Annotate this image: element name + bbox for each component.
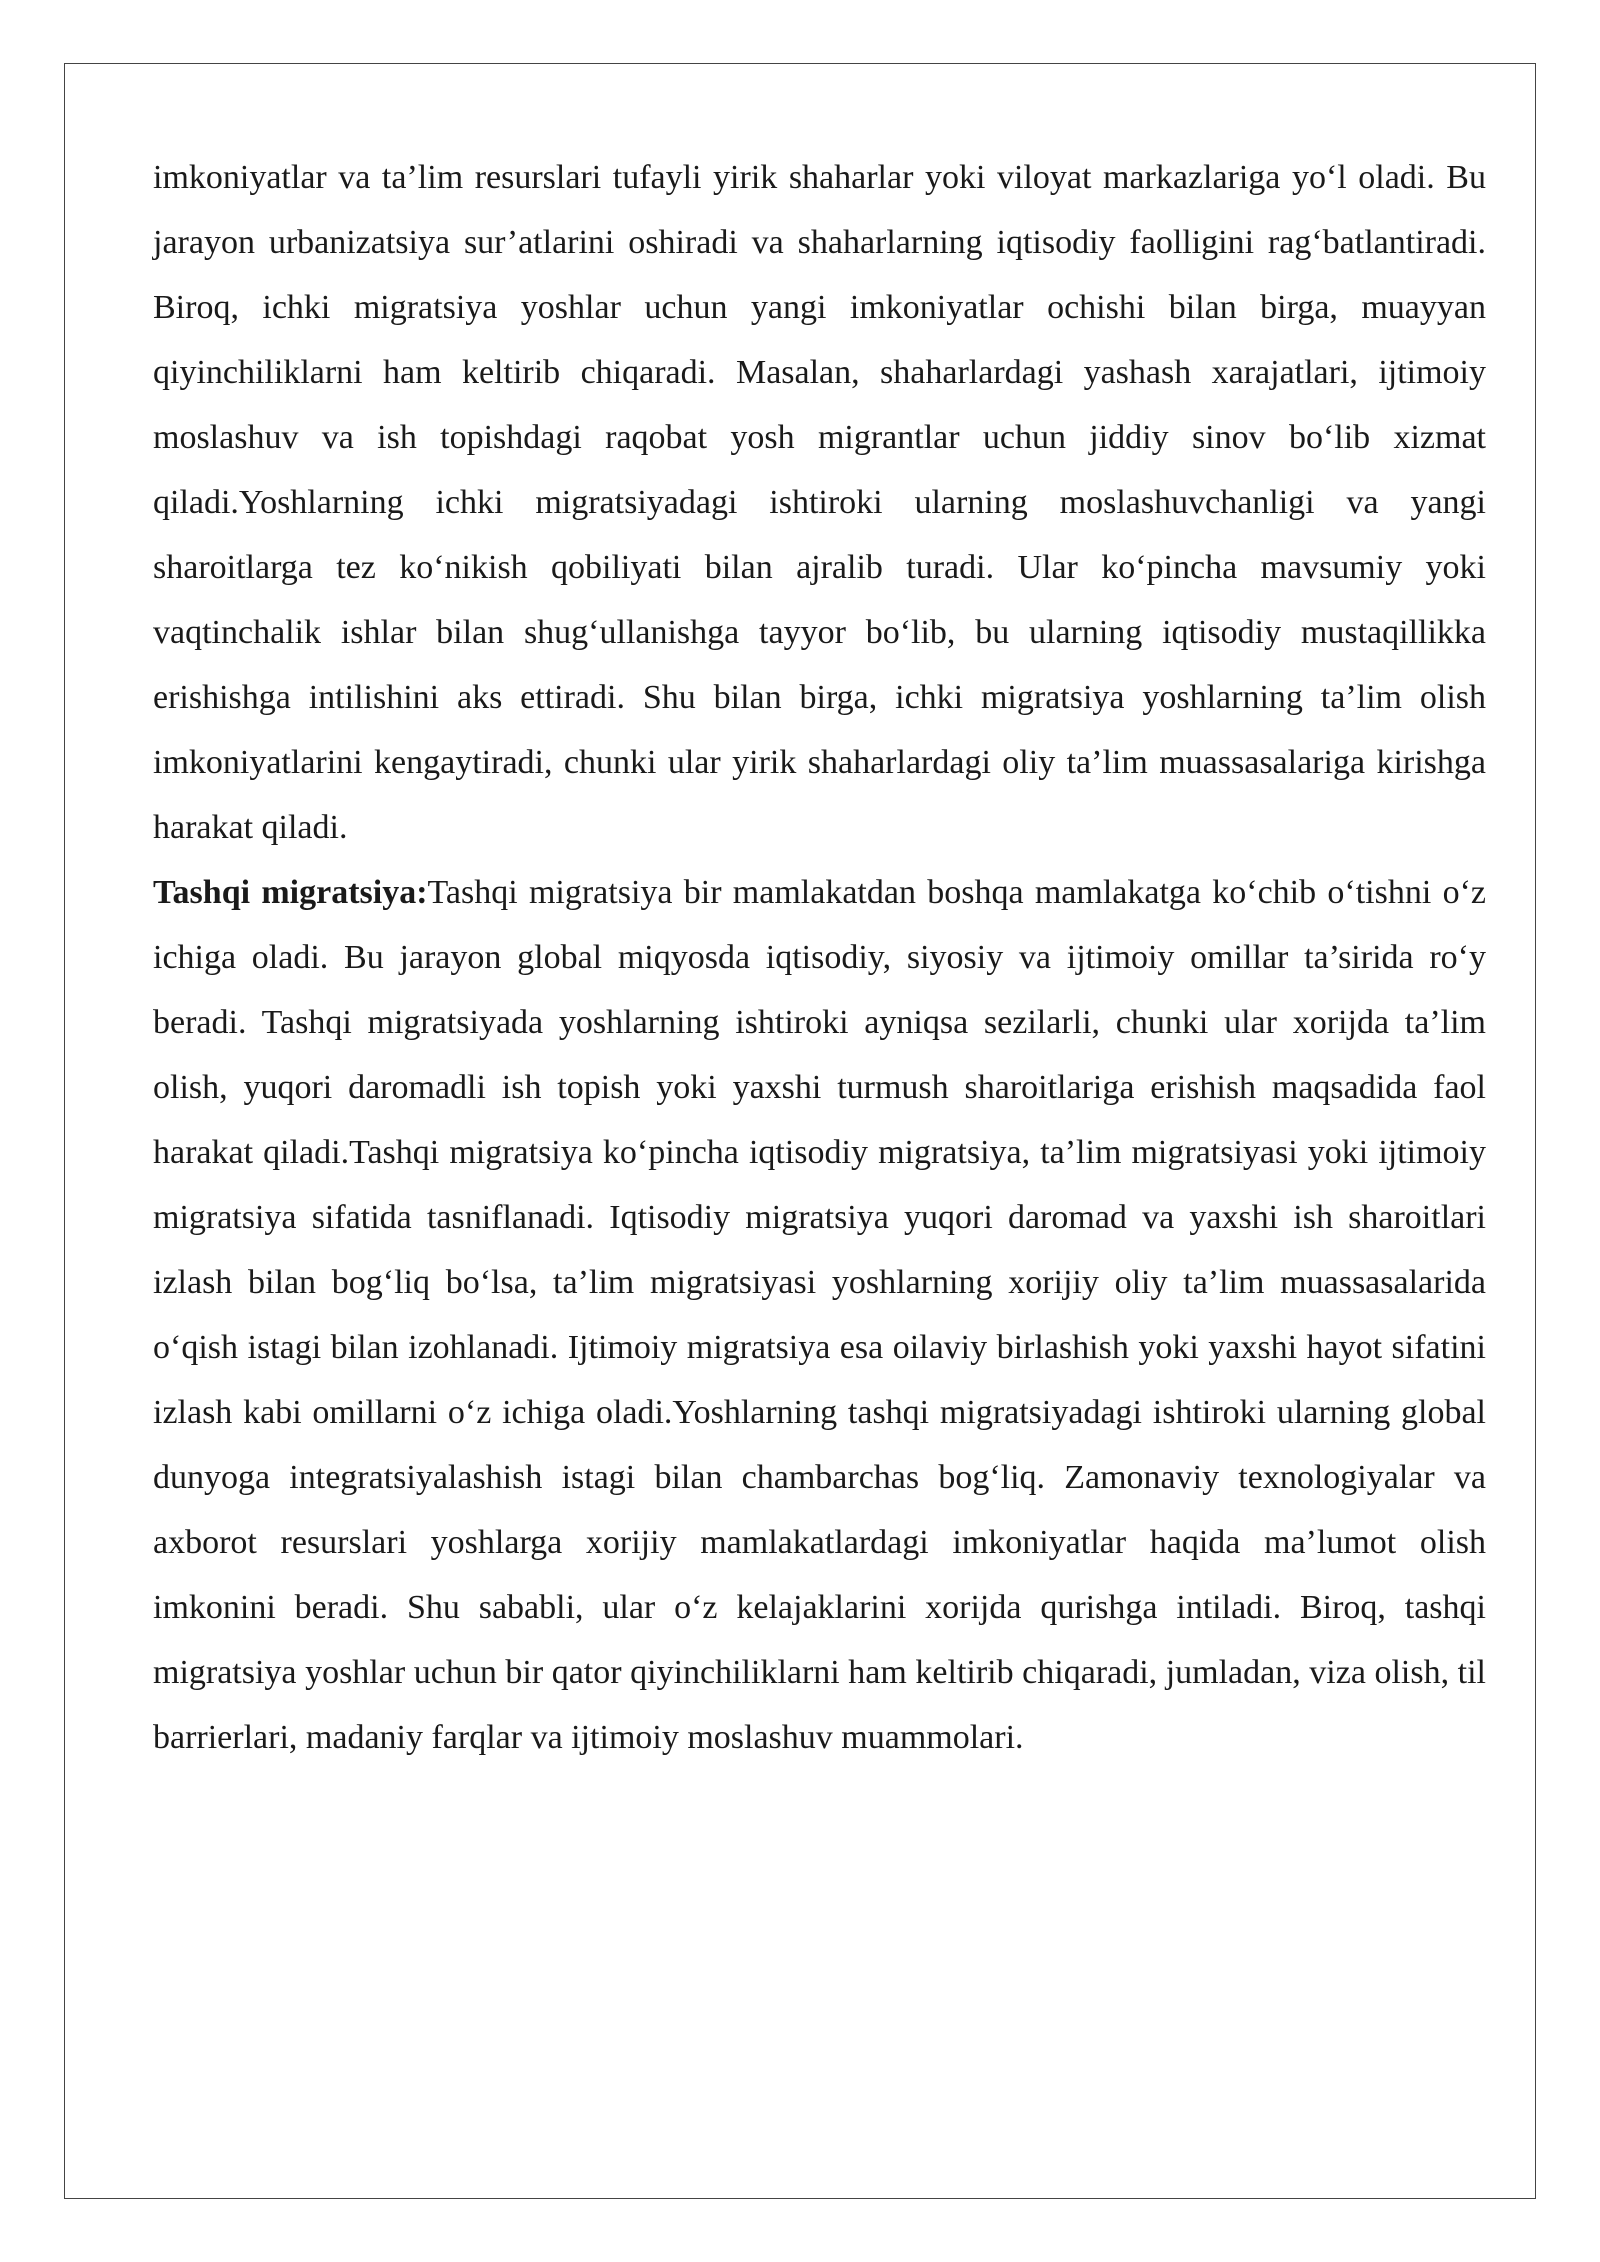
document-body — [153, 145, 1486, 1770]
paragraph-external-migration — [153, 860, 1486, 1770]
paragraph-internal-migration: imkoniyatlar va ta’lim resurslari tufayli yirik shaharlar yoki viloyat markazlariga yo‘l oladi. Bu jarayon urbanizatsiya sur’atlarini oshiradi va shaharlarning iqtisodiy faolligini rag‘batlantiradi. Biroq, ichki migratsiya yoshlar uchun yangi imkoniyatlar ochishi bilan birga, muayyan qiyinchiliklarni ham keltirib chiqaradi. Masalan, shaharlardagi yashash xarajatlari, ijtimoiy moslashuv va ish topishdagi raqobat yosh migrantlar uchun jiddiy sinov bo‘lib xizmat qiladi.Yoshlarning ichki migratsiyadagi ishtiroki ularning moslashuvchanligi va yangi sharoitlarga tez ko‘nikish qobiliyati bilan ajralib turadi. Ular ko‘pincha mavsumiy yoki vaqtinchalik ishlar bilan shug‘ullanishga tayyor bo‘lib, bu ularning iqtisodiy mustaqillikka erishishga intilishini aks ettiradi. Shu bilan birga, ichki migratsiya yoshlarning ta’lim olish imkoniyatlarini kengaytiradi, chunki ular yirik shaharlardagi oliy ta’lim muassasalariga kirishga harakat qiladi. — [153, 159, 1486, 846]
paragraph-external-migration-text: Tashqi migratsiya bir mamlakatdan boshqa mamlakatga ko‘chib o‘tishni o‘z ichiga oladi. Bu jarayon global miqyosda iqtisodiy, siyosiy va ijtimoiy omillar ta’sirida ro‘y beradi. Tashqi migratsiyada yoshlarning ishtiroki ayniqsa sezilarli, chunki ular xorijda ta’lim olish, yuqori daromadli ish topish yoki yaxshi turmush sharoitlariga erishish maqsadida faol harakat qiladi.Tashqi migratsiya ko‘pincha iqtisodiy migratsiya, ta’lim migratsiyasi yoki ijtimoiy migratsiya sifatida tasniflanadi. Iqtisodiy migratsiya yuqori daromad va yaxshi ish sharoitlari izlash bilan bog‘liq bo‘lsa, ta’lim migratsiyasi yoshlarning xorijiy oliy ta’lim muassasalarida o‘qish istagi bilan izohlanadi. Ijtimoiy migratsiya esa oilaviy birlashish yoki yaxshi hayot sifatini izlash kabi omillarni o‘z ichiga oladi.Yoshlarning tashqi migratsiyadagi ishtiroki ularning global dunyoga integratsiyalashish istagi bilan chambarchas bog‘liq. Zamonaviy texnologiyalar va axborot resurslari yoshlarga xorijiy mamlakatlardagi imkoniyatlar haqida ma’lumot olish imkonini beradi. Shu sababli, ular o‘z kelajaklarini xorijda qurishga intiladi. Biroq, tashqi migratsiya yoshlar uchun bir qator qiyinchiliklarni ham keltirib chiqaradi, jumladan, viza olish, til barrierlari, madaniy farqlar va ijtimoiy moslashuv muammolari. — [153, 874, 1486, 1756]
section-heading-external-migration: Tashqi migratsiya: — [153, 874, 428, 911]
